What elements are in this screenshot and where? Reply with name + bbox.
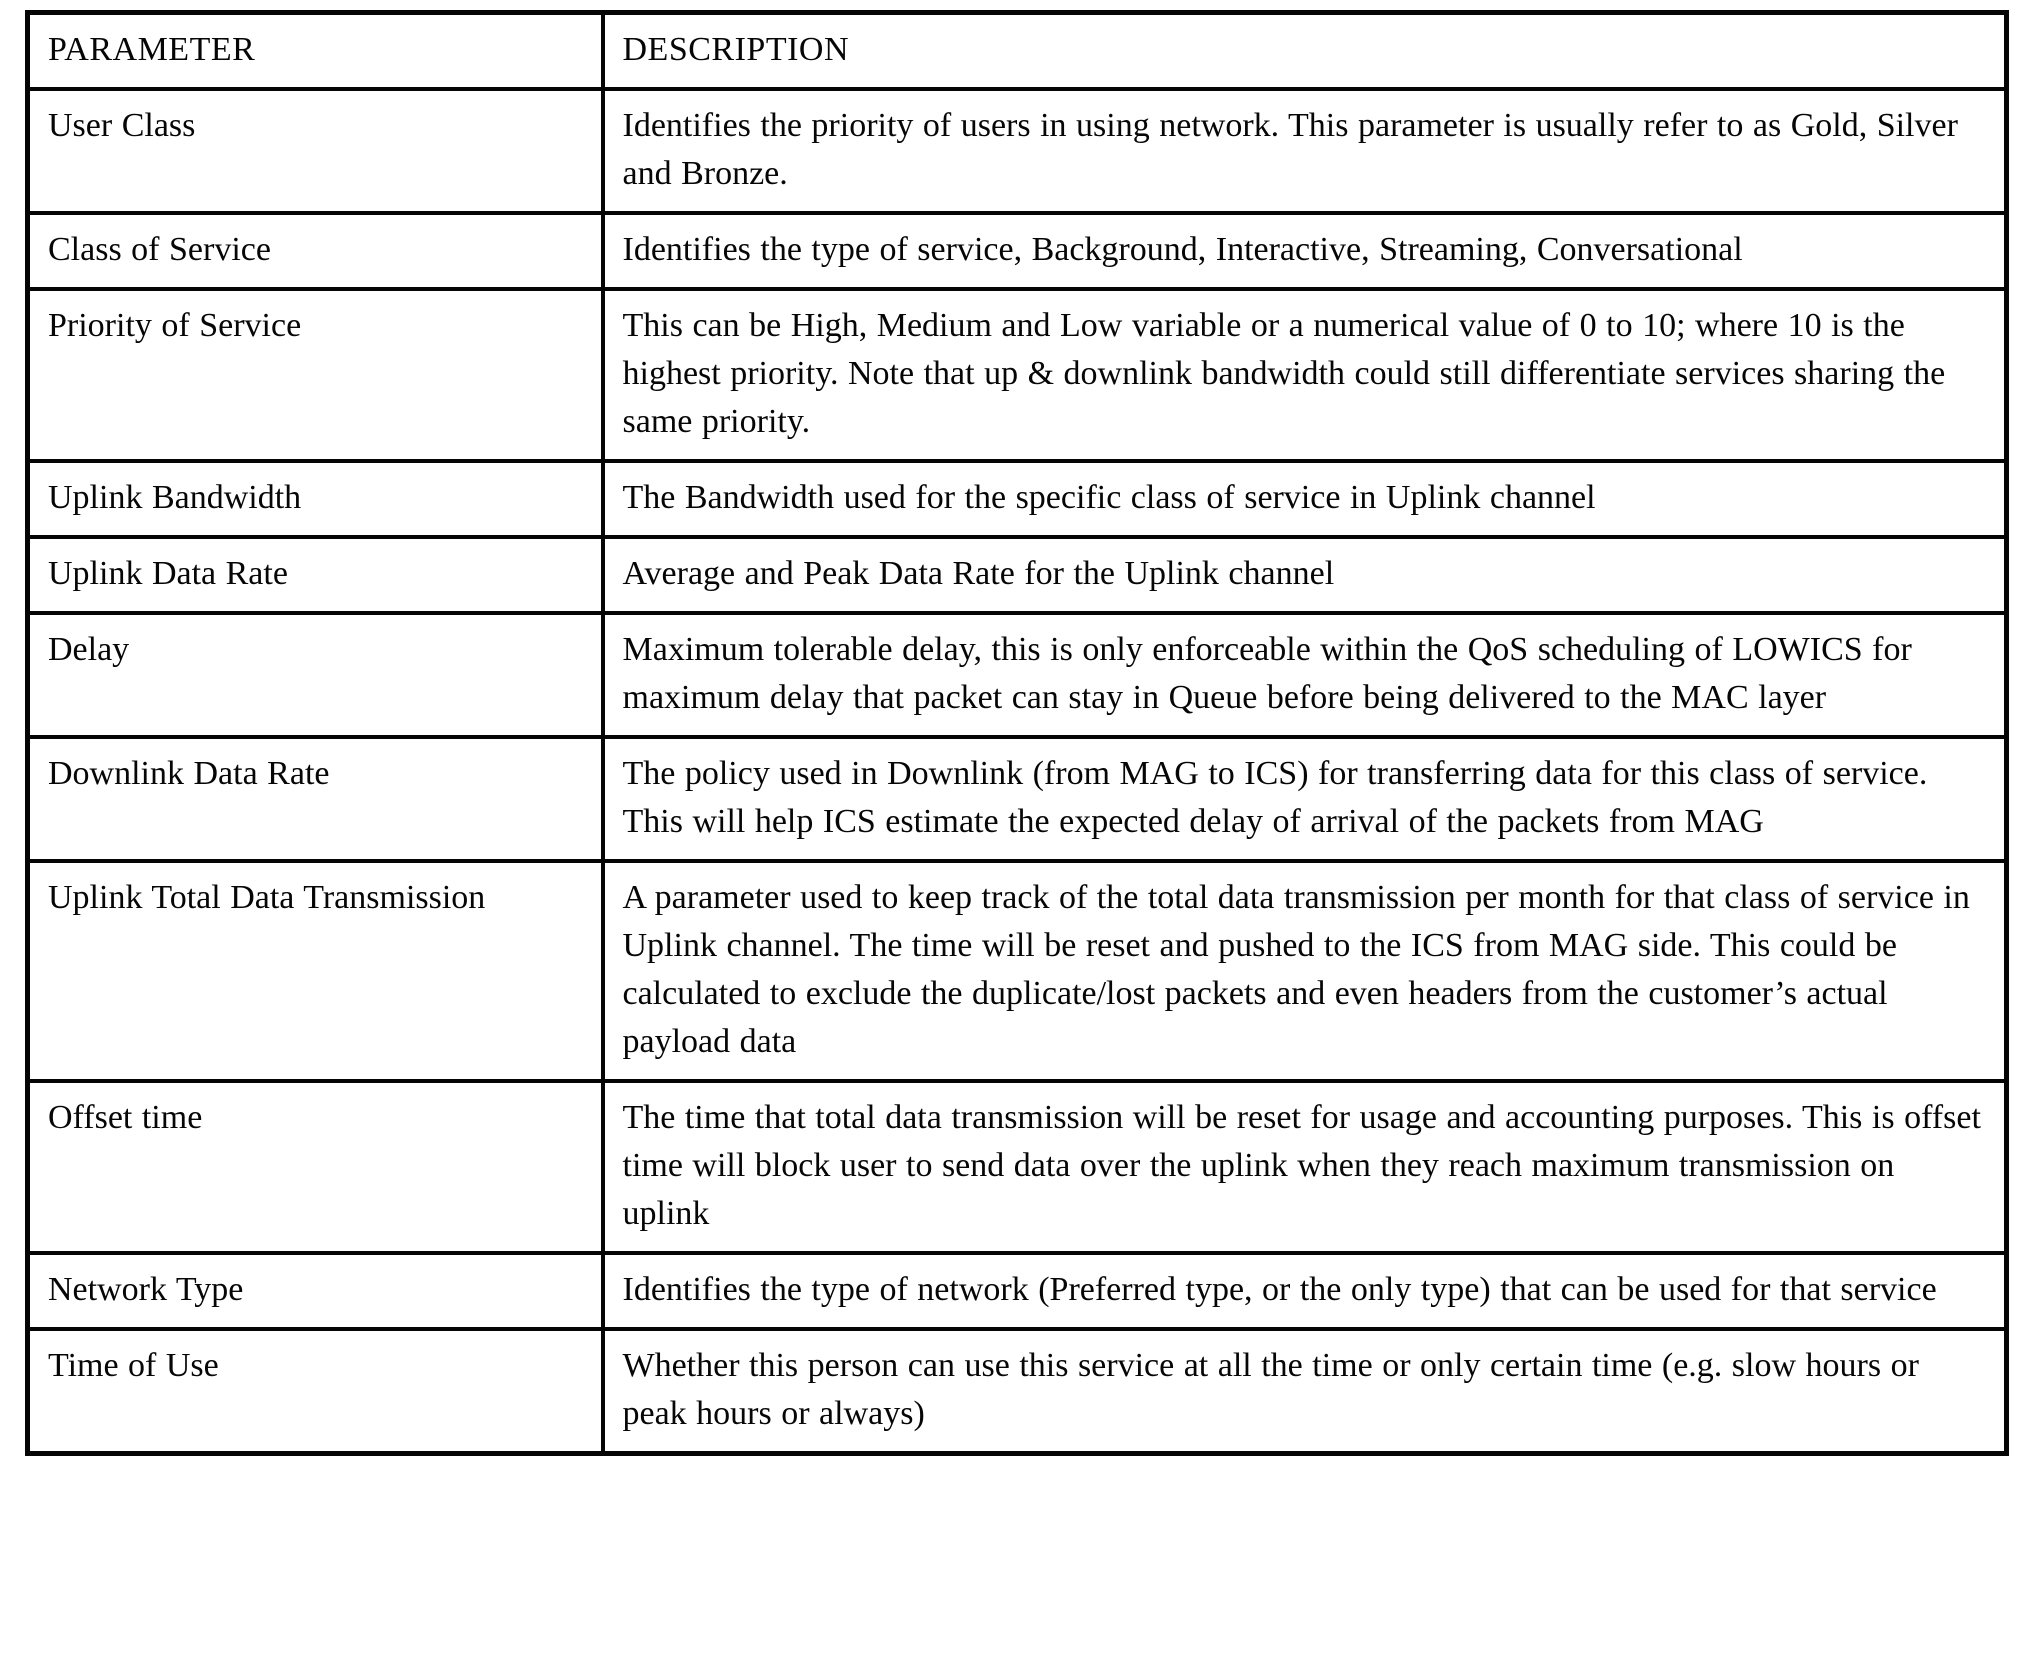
description-cell: Maximum tolerable delay, this is only enforceable within the QoS scheduling of LOWICS for maximum delay that packet can stay in Queue before being delivered to the MAC layer xyxy=(603,613,2007,737)
parameter-table xyxy=(25,10,2009,1456)
description-cell: The Bandwidth used for the specific class of service in Uplink channel xyxy=(603,461,2007,537)
table-row xyxy=(28,613,2007,737)
description-cell: Whether this person can use this service at all the time or only certain time (e.g. slow hours or peak hours or always) xyxy=(603,1329,2007,1454)
parameter-cell: Class of Service xyxy=(28,213,603,289)
parameter-cell: Uplink Data Rate xyxy=(28,537,603,613)
description-cell: The time that total data transmission will be reset for usage and accounting purposes. This is offset time will block user to send data over the uplink when they reach maximum transmission on uplink xyxy=(603,1081,2007,1253)
table-row xyxy=(28,289,2007,461)
parameter-cell: Priority of Service xyxy=(28,289,603,461)
description-cell: Identifies the priority of users in using network. This parameter is usually refer to as Gold, Silver and Bronze. xyxy=(603,89,2007,213)
parameter-cell: Uplink Total Data Transmission xyxy=(28,861,603,1081)
table-row xyxy=(28,1329,2007,1454)
parameter-cell: Downlink Data Rate xyxy=(28,737,603,861)
parameter-column-header: PARAMETER xyxy=(28,13,603,90)
description-cell: Identifies the type of service, Background, Interactive, Streaming, Conversational xyxy=(603,213,2007,289)
description-cell: A parameter used to keep track of the total data transmission per month for that class of service in Uplink channel. The time will be reset and pushed to the ICS from MAG side. This could be calculated to exclude the duplicate/lost packets and even headers from the customer’s actual payload data xyxy=(603,861,2007,1081)
parameter-cell: Offset time xyxy=(28,1081,603,1253)
description-cell: The policy used in Downlink (from MAG to ICS) for transferring data for this class of service. This will help ICS estimate the expected delay of arrival of the packets from MAG xyxy=(603,737,2007,861)
table-header-row xyxy=(28,13,2007,90)
parameter-cell: Network Type xyxy=(28,1253,603,1329)
table-row xyxy=(28,213,2007,289)
table-row xyxy=(28,1253,2007,1329)
parameter-cell: Uplink Bandwidth xyxy=(28,461,603,537)
parameter-cell: User Class xyxy=(28,89,603,213)
description-cell: Average and Peak Data Rate for the Uplink channel xyxy=(603,537,2007,613)
table-row xyxy=(28,737,2007,861)
table-row xyxy=(28,861,2007,1081)
table-body xyxy=(28,89,2007,1454)
table-row xyxy=(28,89,2007,213)
parameter-cell: Delay xyxy=(28,613,603,737)
table-row xyxy=(28,1081,2007,1253)
description-cell: Identifies the type of network (Preferred type, or the only type) that can be used for that service xyxy=(603,1253,2007,1329)
parameter-cell: Time of Use xyxy=(28,1329,603,1454)
description-cell: This can be High, Medium and Low variable or a numerical value of 0 to 10; where 10 is the highest priority. Note that up & downlink bandwidth could still differentiate services sharing the same priority. xyxy=(603,289,2007,461)
table-row xyxy=(28,461,2007,537)
description-column-header: DESCRIPTION xyxy=(603,13,2007,90)
table-row xyxy=(28,537,2007,613)
